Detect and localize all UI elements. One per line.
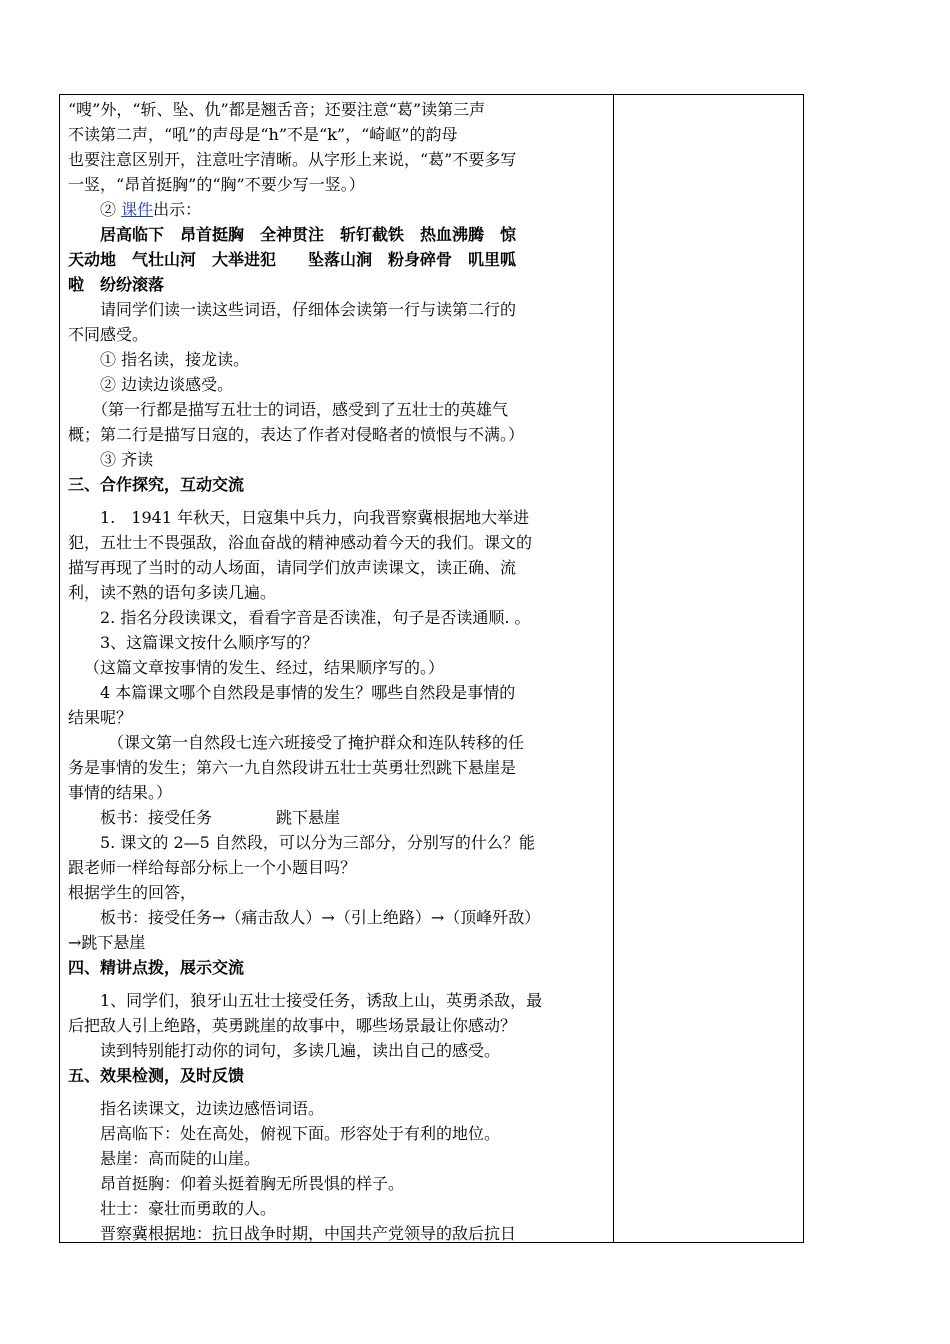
spacer <box>68 980 608 988</box>
line-text: 犯，五壮士不畏强敌，浴血奋战的精神感动着今天的我们。课文的 <box>68 533 533 552</box>
line-text: ① 指名读，接龙读。 <box>100 350 250 369</box>
text-line <box>68 988 608 1013</box>
text-line <box>68 397 608 422</box>
text-line <box>68 530 608 555</box>
line-text: 五、效果检测，及时反馈 <box>68 1066 245 1085</box>
text-line <box>68 755 608 780</box>
line-text: 后把敌人引上绝路，英勇跳崖的故事中，哪些场景最让你感动？ <box>68 1016 517 1035</box>
line-text: 板书：接受任务→（痛击敌人）→（引上绝路）→（顶峰歼敌） <box>100 908 541 927</box>
lesson-content-cell <box>68 97 608 1246</box>
text-line <box>68 147 608 172</box>
line-text: 啦 纷纷滚落 <box>68 275 165 294</box>
line-text: 不同感受。 <box>68 325 149 344</box>
line-text: 悬崖：高而陡的山崖。 <box>100 1149 261 1168</box>
text-line <box>68 805 608 830</box>
line-text: 概；第二行是描写日寇的，表达了作者对侵略者的愤恨与不满。） <box>68 425 525 444</box>
line-text: 1、同学们，狼牙山五壮士接受任务，诱敌上山，英勇杀敌，最 <box>100 991 543 1010</box>
line-text: ③ 齐读 <box>100 450 154 469</box>
text-line <box>68 1171 608 1196</box>
line-text: ② <box>100 200 122 219</box>
line-text: 三、合作探究，互动交流 <box>68 475 245 494</box>
line-text: 昂首挺胸：仰着头挺着胸无所畏惧的样子。 <box>100 1174 405 1193</box>
text-line <box>68 905 608 930</box>
line-text: （这篇文章按事情的发生、经过，结果顺序写的。） <box>84 658 445 677</box>
line-text: 一竖，“昂首挺胸”的“胸”不要少写一竖。） <box>68 175 365 194</box>
section-heading <box>68 955 608 980</box>
line-text: 天动地 气壮山河 大举进犯 坠落山涧 粉身碎骨 叽里呱 <box>68 250 517 269</box>
line-text: ② 边读边谈感受。 <box>100 375 234 394</box>
line-text: 晋察冀根据地：抗日战争时期，中国共产党领导的敌后抗日 <box>100 1224 517 1243</box>
text-line <box>68 505 608 530</box>
spacer <box>68 1088 608 1096</box>
text-line <box>68 272 608 297</box>
text-line <box>68 97 608 122</box>
text-line <box>68 1096 608 1121</box>
line-text: 四、精讲点拨，展示交流 <box>68 958 245 977</box>
text-line <box>68 122 608 147</box>
spacer <box>68 497 608 505</box>
text-line <box>68 1013 608 1038</box>
line-text: 也要注意区别开，注意吐字清晰。从字形上来说，“葛”不要多写 <box>68 150 517 169</box>
line-text: 读到特别能打动你的词句，多读几遍，读出自己的感受。 <box>100 1041 501 1060</box>
section-heading <box>68 1063 608 1088</box>
line-text: 不读第二声，“吼”的声母是“h”不是“k”，“崎岖”的韵母 <box>68 125 458 144</box>
text-line <box>68 172 608 197</box>
text-line <box>68 605 608 630</box>
text-line <box>68 1146 608 1171</box>
lesson-table <box>59 94 804 1243</box>
line-text: 描写再现了当时的动人场面，请同学们放声读课文，读正确、流 <box>68 558 517 577</box>
text-line <box>68 197 608 222</box>
text-line <box>68 1221 608 1246</box>
text-line <box>68 580 608 605</box>
line-text: （第一行都是描写五壮士的词语，感受到了五壮士的英雄气 <box>92 400 509 419</box>
text-line <box>68 347 608 372</box>
line-text: 壮士：豪壮而勇敢的人。 <box>100 1199 277 1218</box>
line-text-after: 出示： <box>153 200 202 219</box>
line-text: 3、这篇课文按什么顺序写的？ <box>100 633 319 652</box>
text-line <box>68 372 608 397</box>
text-line <box>68 730 608 755</box>
section-heading <box>68 472 608 497</box>
text-line <box>68 1038 608 1063</box>
text-line <box>68 780 608 805</box>
text-line <box>68 880 608 905</box>
line-text: 根据学生的回答， <box>68 883 197 902</box>
line-text: 2. 指名分段读课文，看看字音是否读准，句子是否读通顺. 。 <box>100 608 531 627</box>
line-text: 板书：接受任务 跳下悬崖 <box>100 808 341 827</box>
line-text: 居高临下 昂首挺胸 全神贯注 斩钉截铁 热血沸腾 惊 <box>100 225 517 244</box>
text-line <box>68 855 608 880</box>
text-line <box>68 930 608 955</box>
text-line <box>68 297 608 322</box>
courseware-link[interactable]: 课件 <box>121 200 154 219</box>
line-text: 跟老师一样给每部分标上一个小题目吗？ <box>68 858 357 877</box>
line-text: 务是事情的发生；第六一九自然段讲五壮士英勇壮烈跳下悬崖是 <box>68 758 517 777</box>
text-line <box>68 322 608 347</box>
text-line <box>68 1196 608 1221</box>
line-text: 居高临下：处在高处，俯视下面。形容处于有利的地位。 <box>100 1124 501 1143</box>
line-text: （课文第一自然段七连六班接受了掩护群众和连队转移的任 <box>108 733 525 752</box>
line-text: 4 本篇课文哪个自然段是事情的发生？哪些自然段是事情的 <box>100 683 516 702</box>
line-text: 利，读不熟的语句多读几遍。 <box>68 583 277 602</box>
text-line <box>68 705 608 730</box>
text-line <box>68 830 608 855</box>
line-text: →跳下悬崖 <box>68 933 146 952</box>
line-text: 指名读课文，边读边感悟词语。 <box>100 1099 325 1118</box>
line-text: 5. 课文的 2—5 自然段，可以分为三部分，分别写的什么？能 <box>100 833 535 852</box>
line-text: 请同学们读一读这些词语，仔细体会读第一行与读第二行的 <box>100 300 517 319</box>
text-line <box>68 222 608 247</box>
text-line <box>68 630 608 655</box>
text-line <box>68 422 608 447</box>
line-text: 结果呢？ <box>68 708 133 727</box>
text-line <box>68 655 608 680</box>
text-line <box>68 680 608 705</box>
text-line <box>68 247 608 272</box>
line-text: 1. 1941 年秋天，日寇集中兵力，向我晋察冀根据地大举进 <box>100 508 530 527</box>
line-text: 事情的结果。） <box>68 783 173 802</box>
line-text: “嗖”外，“斩、坠、仇”都是翘舌音；还要注意“葛”读第三声 <box>68 100 486 119</box>
text-line <box>68 447 608 472</box>
notes-cell <box>614 95 804 1242</box>
text-line <box>68 1121 608 1146</box>
text-line <box>68 555 608 580</box>
